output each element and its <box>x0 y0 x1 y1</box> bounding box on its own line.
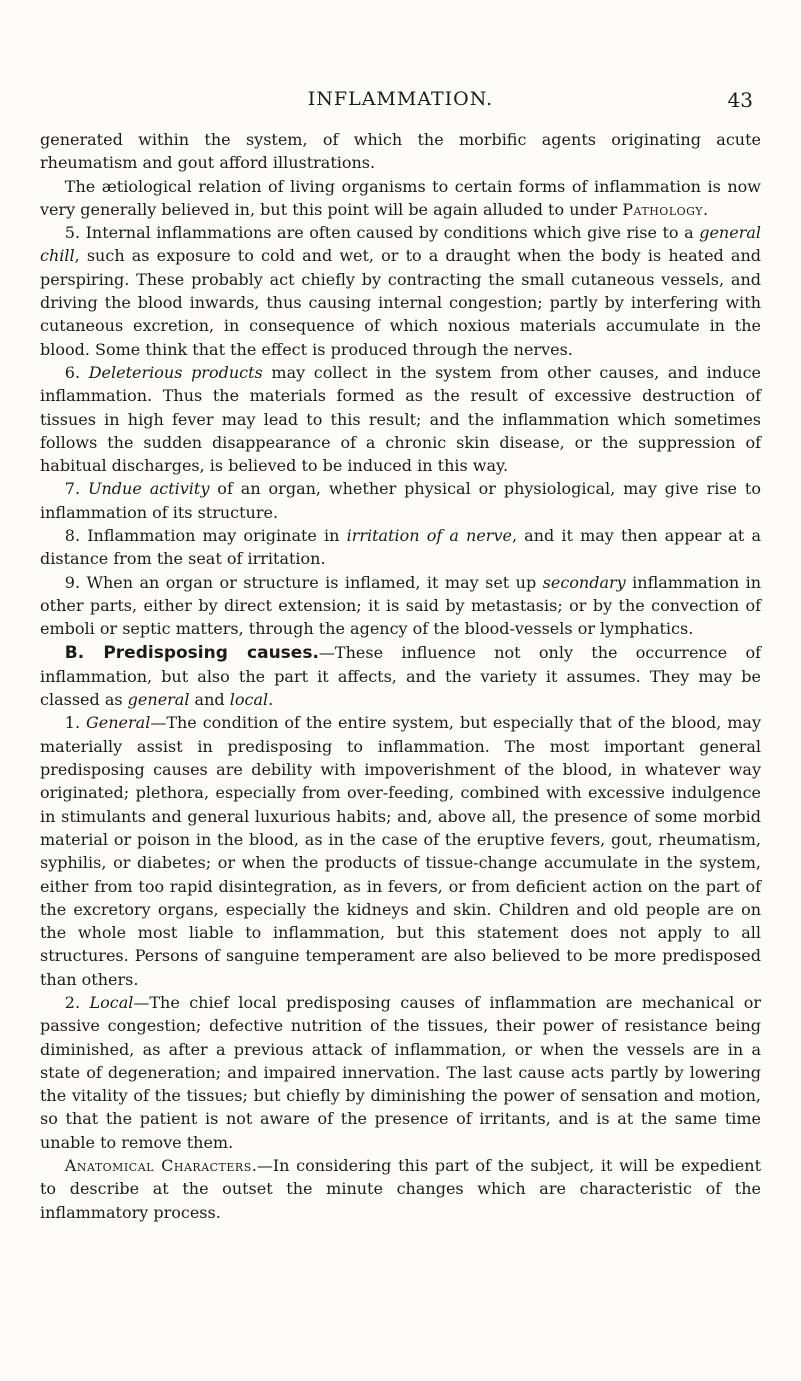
emphasis: Local <box>89 992 134 1012</box>
body-text <box>40 128 761 1224</box>
emphasis: Undue activity <box>87 479 210 499</box>
emphasis: Deleterious products <box>88 362 263 382</box>
item-number: 9. <box>64 572 81 592</box>
text: —The chief local predisposing causes of inflammation are mechanical or passive congestion; defective nutrition of the tissues, their power of resistance being diminished, as after a previous attack of inflammation, or when the vessels are in a state of degeneration; and impaired innervation. The last cause acts partly by lowering the vitality of the tissues; but chiefly by diminishing the power of sensation and motion, so that the patient is not aware of the presence of irritants, and is at the same time unable to remove them. <box>40 992 761 1152</box>
text: Inflammation may originate in <box>80 526 347 546</box>
paragraph-6 <box>40 361 761 477</box>
paragraph-anatomical <box>40 1154 761 1224</box>
paragraph-7 <box>40 477 761 524</box>
text: Internal inflammations are often caused by conditions which give rise to a <box>80 223 700 243</box>
emphasis: general chill <box>40 223 761 266</box>
paragraph-general <box>40 711 761 991</box>
cross-reference: Pathology <box>622 199 703 219</box>
text: The ætiological relation of living organisms to certain forms of inflammation is now very generally believed in, but this point will be again alluded to under <box>40 176 761 219</box>
running-title: INFLAMMATION. <box>307 88 494 110</box>
text: , and it may then appear at a distance from the seat of irritation. <box>40 526 762 569</box>
text: generated within the system, of which the morbific agents originating acute rheumatism and gout afford illustrations. <box>40 130 761 173</box>
paragraph-local <box>40 991 761 1154</box>
paragraph-continuation <box>40 128 761 175</box>
text: When an organ or structure is inflamed, it may set up <box>80 572 543 592</box>
item-number: 2. <box>64 992 81 1012</box>
item-number: 5. <box>64 223 81 243</box>
emphasis: general <box>127 690 190 710</box>
text: , such as exposure to cold and wet, or to a draught when the body is heated and perspiring. These probably act chiefly by contracting the small cutaneous vessels, and driving the blood inwards, thus causing internal congestion; partly by interfering with cutaneous excretion, in consequence of which noxious materials accumulate in the blood. Some think that the effect is produced through the nerves. <box>40 246 761 359</box>
text: .—In considering this part of the subject, it will be expedient to describe at the outset the minute changes which are characteristic of the inflammatory process. <box>40 1156 762 1222</box>
emphasis: secondary <box>542 572 626 592</box>
text: —The condition of the entire system, but especially that of the blood, may materially assist in predisposing to inflammation. The most important general predisposing causes are debility with impoverishment of the blood, in whatever way originated; plethora, especially from over-feeding, combined with excessive indulgence in stimulants and general luxurious habits; and, above all, the presence of some morbid material or poison in the blood, as in the case of the eruptive fevers, gout, rheumatism, syphilis, or diabetes; or when the products of tissue-change accumulate in the system, either from too rapid disintegration, as in fevers, or from deficient action on the part of the excretory organs, especially the kidneys and skin. Children and old people are on the whole most liable to inflammation, but this statement does not apply to all structures. Persons of sanguine temperament are also believed to be more predisposed than others. <box>40 713 761 989</box>
text: of an organ, whether physical or physiological, may give rise to inflammation of its structure. <box>40 479 761 522</box>
paragraph-8 <box>40 524 761 571</box>
item-number: 6. <box>64 362 81 382</box>
item-number: 8. <box>64 526 81 546</box>
paragraph-5 <box>40 221 761 361</box>
emphasis: local <box>229 690 269 710</box>
item-number: 7. <box>64 479 81 499</box>
emphasis: irritation of a nerve <box>346 526 512 546</box>
text: inflammation in other parts, either by direct extension; it is said by metastasis; or by the convection of emboli or septic matters, through the agency of the blood-vessels or lymphatics. <box>40 572 762 639</box>
paragraph-predisposing <box>40 641 761 712</box>
section-heading: Anatomical Characters <box>64 1156 252 1176</box>
text: —These influence not only the occurrence of inflammation, but also the part it affects, and the variety it assumes. They may be classed as <box>40 642 761 710</box>
paragraph-9 <box>40 571 761 641</box>
page-number: 43 <box>727 88 753 112</box>
item-number: 1. <box>64 713 81 733</box>
text: . <box>703 199 709 219</box>
paragraph-aetiology <box>40 175 761 222</box>
text: and <box>189 690 230 710</box>
text: . <box>268 690 274 710</box>
text: may collect in the system from other causes, and induce inflammation. Thus the materials formed as the result of excessive destruction of tissues in high fever may lead to this result; and the inflammation which sometimes follows the sudden disappearance of a chronic skin disease, or the suppression of habitual discharges, is believed to be induced in this way. <box>40 362 762 476</box>
emphasis: General <box>86 713 151 733</box>
section-heading: B. Predisposing causes. <box>64 642 319 663</box>
running-head <box>40 88 761 112</box>
